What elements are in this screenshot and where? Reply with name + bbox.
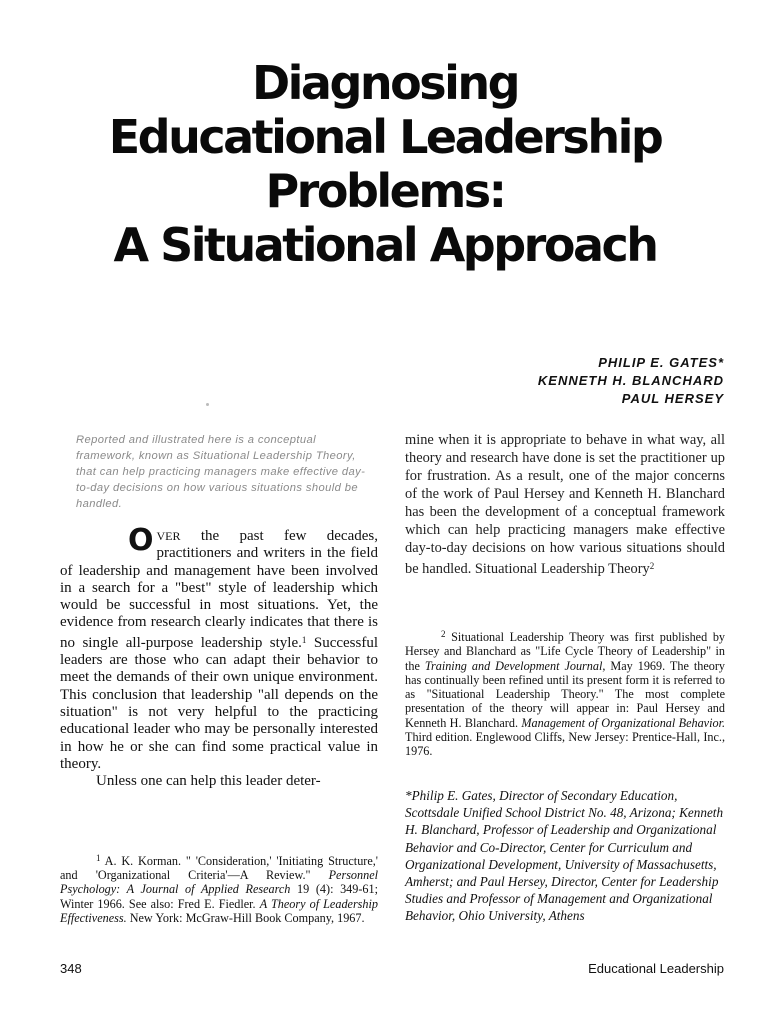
first-word: VER [156, 529, 181, 543]
journal-name: Educational Leadership [588, 961, 724, 976]
footnote-2 [405, 627, 725, 759]
title-line-3: Problems: [265, 164, 505, 218]
footnote-1-text: A. K. Korman. " 'Consideration,' 'Initiating Structure,' and 'Organizational Criteria'—A Review." [60, 854, 378, 883]
footnote-1-text-3: New York: McGraw-Hill Book Company, 1967. [129, 910, 365, 925]
title-line-1: Diagnosing [251, 56, 519, 110]
author-byline [538, 354, 724, 408]
footnote-1-text-2: 19 (4): 349-61; Winter 1966. See also: Fred E. Fiedler. [60, 882, 378, 911]
drop-cap: O [128, 523, 154, 558]
footnote-ref-2: 2 [649, 561, 655, 571]
print-speck [206, 403, 209, 406]
body-left-column [60, 523, 379, 790]
footnote-2-book: Management of Organizational Behavior. [521, 715, 726, 730]
paragraph-3: mine when it is appropriate to behave in what way, all theory and research have done is set the practitioner up for frustration. As a result, one of the major concerns of the work of Paul Hersey and Kenneth H. Blanchard has been the development of a conceptual framework which can help practicing managers make effective day-to-day decisions on how various situations should be handled. Situational Leadership Theory [405, 432, 725, 577]
footnote-ref-1: 1 [301, 634, 307, 645]
author-hersey: PAUL HERSEY [621, 391, 724, 406]
footnote-1 [60, 851, 378, 925]
author-gates: PHILIP E. GATES* [598, 355, 724, 370]
footnote-1-journal: Personnel Psychology: A Journal of Applied Research [60, 868, 379, 897]
body-right-column [405, 431, 725, 578]
footnote-2-text-2: May 1969. The theory has continually been refined until its present form it is referred to as "Situational Leadership Theory." The most complete presentation of the theory will appear in: Paul Hersey and Kenneth H. Blanchard. [405, 658, 726, 730]
footnote-2-journal: Training and Development Journal, [424, 658, 606, 673]
title-line-4: A Situational Approach [113, 218, 657, 272]
footnote-2-text: Situational Leadership Theory was first published by Hersey and Blanchard as "Life Cycle Theory of Leadership" in the [405, 630, 726, 673]
page-number: 348 [60, 961, 82, 976]
abstract: Reported and illustrated here is a conceptual framework, known as Situational Leadership Theory, that can help practicing managers make effective day-to-day decisions on how various situations should be handled. [76, 434, 366, 510]
title-line-2: Educational Leadership [108, 110, 662, 164]
author-blanchard: KENNETH H. BLANCHARD [537, 373, 724, 388]
footnote-1-book: A Theory of Leadership Effectiveness. [60, 896, 379, 925]
paragraph-1-continued: Successful leaders are those who can adapt their behavior to meet the demands of their own unique environment. This conclusion that leadership "all depends on the situation" is not very helpful to the practicing educational leader who may be personally interested in how he or she can find some practical value in theory. [60, 634, 379, 772]
footnote-1-number: 1 [96, 853, 101, 863]
paragraph-2: Unless one can help this leader deter- [96, 773, 321, 790]
footnote-2-number: 2 [441, 629, 446, 639]
paragraph-1: the past few decades, practitioners and writers in the field of leadership and management have been involved in a search for a "best" style of leadership which would be successful in most situations. Yet, the evidence from research clearly indicates that there is no single all-purpose leadership style. [60, 528, 378, 651]
author-bio: *Philip E. Gates, Director of Secondary Education, Scottsdale Unified School District No. 48, Arizona; Kenneth H. Blanchard, Professor of Leadership and Organizational Behavior and Co-Director, Center for Curriculum and Organizational Development, University of Massachusetts, Amherst; and Paul Hersey, Director, Center for Leadership Studies and Professor of Management and Organizational Behavior, Ohio University, Athens [405, 788, 724, 924]
article-title [0, 56, 770, 272]
footnote-2-text-3: Third edition. Englewood Cliffs, New Jersey: Prentice-Hall, Inc., 1976. [405, 730, 725, 759]
